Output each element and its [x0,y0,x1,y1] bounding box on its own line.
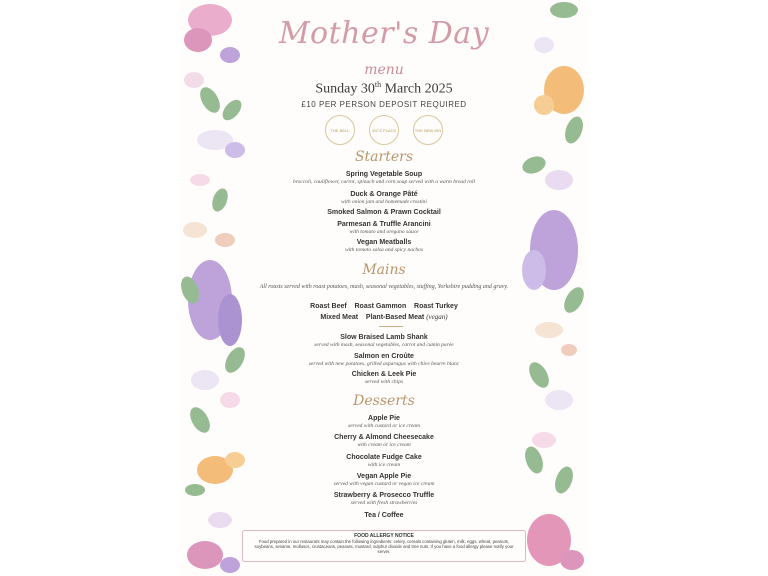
roast-note: All roasts served with roast potatoes, mash, seasonal vegetables, stuffing, Yorkshire pudding and gravy. [259,284,509,290]
item-desc: served with mash, seasonal vegetables, carrot and cumin purée [314,342,454,348]
menu-item [250,370,518,386]
roasts-row-2 [250,312,518,323]
item-name: Vegan Apple Pie [356,473,412,480]
item-desc: served with new potatoes, grilled asparagus with chive beurre blanc [308,361,460,367]
allergy-text: Food prepared in our restaurant may contain the following ingredients: celery, cereals containing gluten, milk, eggs, wheat, peanuts, soybeans, sesame, molluscs, crustaceans, peanuts, mustard, sulphur dioxide and tree nuts. If you have a food allergy please notify your server. [254,539,514,555]
section-divider [379,326,403,327]
floral-border-left [180,0,254,576]
item-name: Chocolate Fudge Cake [346,454,422,461]
item-name: Smoked Salmon & Prawn Cocktail [327,209,441,216]
mains-heading: Mains [362,262,406,278]
item-desc: served with custard or ice cream [348,423,420,429]
allergy-notice [242,530,526,562]
item-desc: with tomato salsa and spicy nachos [344,247,424,253]
item-name: Duck & Orange Pâté [350,191,418,198]
roast-option: Roast Turkey [414,303,458,310]
roast-option: Roast Beef [310,303,347,310]
item-desc: with ice cream [367,462,401,468]
item-name: Parmesan & Truffle Arancini [337,221,431,228]
item-desc: with tomato and oregano sauce [349,229,419,235]
menu-content [250,0,518,576]
item-desc: with cream or ice cream [357,442,411,448]
item-name: Cherry & Almond Cheesecake [334,434,434,441]
menu-item [250,333,518,349]
menu-item [250,238,518,254]
item-name: Strawberry & Prosecco Truffle [333,492,435,499]
venue-logo: THE NEW INN [413,115,443,145]
starters-heading: Starters [354,149,414,165]
floral-border-right [514,0,588,576]
item-name: Slow Braised Lamb Shank [340,334,428,341]
menu-item [250,433,518,449]
item-name: Vegan Meatballs [356,239,412,246]
menu-item [250,414,518,430]
menu-item [250,472,518,488]
roasts-row-1 [250,302,518,312]
roast-option: Mixed Meat [320,314,359,321]
desserts-heading: Desserts [353,393,415,409]
venue-logo: VIC'S PLACE [369,115,399,145]
menu-item [250,190,518,206]
roast-option: Plant-Based Meat [365,314,425,321]
event-date: Sunday 30th March 2025 [315,80,453,97]
item-name: Chicken & Leek Pie [351,371,417,378]
menu-title: Mother's Day [278,16,490,51]
item-desc: served with chips [364,379,404,385]
menu-page [180,0,588,576]
item-name: Apple Pie [368,415,400,422]
item-name: Salmon en Croûte [354,353,414,360]
venue-logo: THE BELL [325,115,355,145]
item-desc: with onion jam and homemade crostini [341,199,427,205]
roast-option: Roast Gammon [354,303,407,310]
item-desc: broccoli, cauliflower, carrot, spinach and corn soup served with a warm bread roll [292,179,476,185]
menu-item [250,453,518,469]
menu-item [250,352,518,368]
menu-subtitle: menu [364,62,404,78]
menu-item [250,170,518,186]
venue-logos [250,115,518,145]
item-name: Spring Vegetable Soup [345,171,423,178]
item-desc: served with fresh strawberries [350,500,418,506]
deposit-notice: £10 PER PERSON DEPOSIT REQUIRED [301,100,467,109]
menu-item [250,491,518,507]
allergy-title: FOOD ALLERGY NOTICE [354,533,414,539]
menu-item [250,208,518,217]
item-desc: served with vegan custard or vegan ice cream [333,481,435,487]
vegan-tag: (vegan) [426,313,448,321]
tea-coffee: Tea / Coffee [364,512,404,519]
menu-item [250,220,518,236]
